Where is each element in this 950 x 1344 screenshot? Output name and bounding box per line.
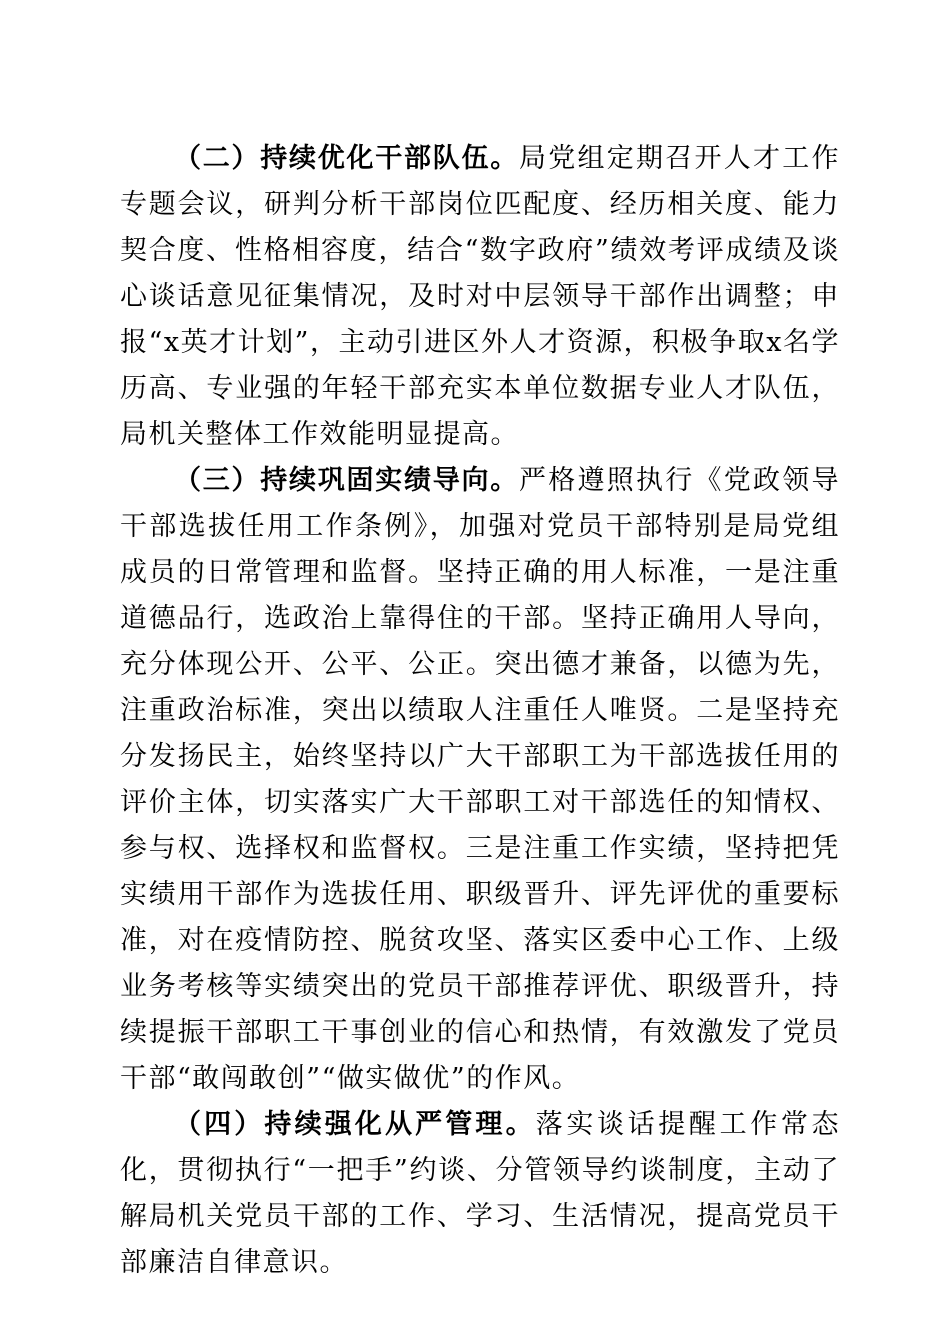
document-page [120,136,840,1286]
section-body-3: 严格遵照执行《党政领导干部选拔任用工作条例》，加强对党员干部特别是局党组成员的日常管理和监督。坚持正确的用人标准，一是注重道德品行，选政治上靠得住的干部。坚持正确用人导向，充分体现公开、公平、公正。突出德才兼备，以德为先，注重政治标准，突出以绩取人注重任人唯贤。二是坚持充分发扬民主，始终坚持以广大干部职工为干部选拔任用的评价主体，切实落实广大干部职工对干部选任的知情权、参与权、选择权和监督权。三是注重工作实绩，坚持把凭实绩用干部作为选拔任用、职级晋升、评先评优的重要标准，对在疫情防控、脱贫攻坚、落实区委中心工作、上级业务考核等实绩突出的党员干部推荐评优、职级晋升，持续提振干部职工干事创业的信心和热情，有效激发了党员干部“敢闯敢创”“做实做优”的作风。 [120,465,840,1094]
section-heading-2: （二）持续优化干部队伍。 [174,143,519,174]
paragraph-2 [120,136,840,458]
paragraph-3 [120,458,840,1102]
section-heading-4: （四）持续强化从严管理。 [174,1109,536,1140]
paragraph-4 [120,1102,840,1286]
section-body-4: 落实谈话提醒工作常态化，贯彻执行“一把手”约谈、分管领导约谈制度，主动了解局机关党员干部的工作、学习、生活情况，提高党员干部廉洁自律意识。 [120,1109,841,1278]
section-body-2: 局党组定期召开人才工作专题会议，研判分析干部岗位匹配度、经历相关度、能力契合度、性格相容度，结合“数字政府”绩效考评成绩及谈心谈话意见征集情况，及时对中层领导干部作出调整；申报“x英才计划”，主动引进区外人才资源，积极争取x名学历高、专业强的年轻干部充实本单位数据专业人才队伍，局机关整体工作效能明显提高。 [120,143,840,450]
section-heading-3: （三）持续巩固实绩导向。 [174,465,519,496]
